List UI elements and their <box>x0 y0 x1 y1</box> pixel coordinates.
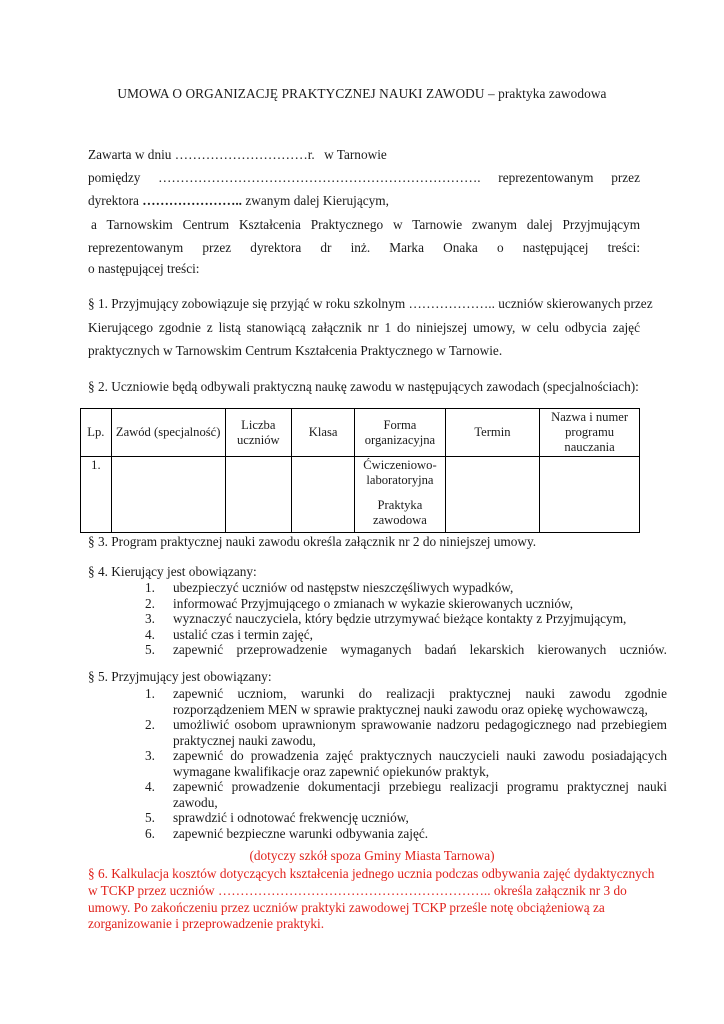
list-item-text: ubezpieczyć uczniów od następstw nieszczęśliwych wypadków, <box>173 580 514 595</box>
intro-l5-word: dr <box>320 240 332 255</box>
list-item-number: 2. <box>145 595 155 611</box>
intro-l4-word: Przyjmującym <box>562 217 641 232</box>
list-item <box>145 826 667 842</box>
intro-l5-word: inż. <box>350 240 371 255</box>
intro-l4-word: Kształcenia <box>238 217 301 232</box>
list-item-text: zapewnić uczniom, warunki do realizacji praktycznej nauki zawodu zgodnie rozporządzeniem MEN w sprawie praktycznej nauki zawodu oraz opiekę wychowawczą, <box>173 686 667 717</box>
intro-l4-word: a <box>91 217 97 232</box>
intro-represented: reprezentowanym <box>498 170 594 185</box>
intro-line-3 <box>88 191 389 210</box>
list-item-text: ustalić czas i termin zajęć, <box>173 626 313 642</box>
list-item-number: 3. <box>145 748 155 763</box>
cell-liczba <box>225 457 291 533</box>
header-program: Nazwa i numer programu nauczania <box>540 409 640 457</box>
list-item-number: 5. <box>145 642 155 657</box>
s1-line-1: § 1. Przyjmujący zobowiązuje się przyjąć w roku szkolnym ……………….. uczniów skierowanych przez <box>88 296 653 311</box>
intro-l4-word: Tarnowie <box>412 217 463 232</box>
intro-date-prefix: Zawarta w dniu …………………………r. <box>88 147 315 162</box>
list-item <box>145 686 667 717</box>
list-item-number: 1. <box>145 580 155 595</box>
cell-lp: 1. <box>81 457 112 533</box>
list-item-number: 3. <box>145 611 155 626</box>
list-item <box>145 748 667 779</box>
s6-line-4: zorganizowanie i przeprowadzenie praktyki. <box>88 916 325 931</box>
list-item <box>145 580 667 596</box>
professions-table <box>80 408 640 533</box>
list-item-number: 2. <box>145 717 155 732</box>
intro-l5-word: Marka <box>389 240 424 255</box>
list-item <box>145 642 667 658</box>
intro-l5-word: przez <box>202 240 232 255</box>
s1-line-3: praktycznych w Tarnowskim Centrum Kształcenia Praktycznego w Tarnowie. <box>88 343 503 358</box>
list-item <box>145 627 667 643</box>
intro-l4-word: w <box>392 217 403 232</box>
forma-option-practice: Praktyka zawodowa <box>373 498 427 527</box>
s3-text: § 3. Program praktycznej nauki zawodu określa załącznik nr 2 do niniejszej umowy. <box>88 534 537 549</box>
list-item-number: 5. <box>145 810 155 825</box>
s6-note: (dotyczy szkół spoza Gminy Miasta Tarnowa) <box>249 848 495 863</box>
cell-zawod <box>111 457 225 533</box>
list-item-number: 6. <box>145 825 155 841</box>
intro-l4-word: zwanym <box>471 217 518 232</box>
table-row <box>81 457 640 533</box>
list-item-number: 1. <box>145 686 155 701</box>
list-item-text: wyznaczyć nauczyciela, który będzie utrzymywać bieżące kontakty z Przyjmującym, <box>173 611 627 626</box>
header-zawod: Zawód (specjalność) <box>111 409 225 457</box>
list-item <box>145 779 667 810</box>
document-title: UMOWA O ORGANIZACJĘ PRAKTYCZNEJ NAUKI ZAWODU – praktyka zawodowa <box>117 86 607 101</box>
list-item-text: zapewnić przeprowadzenie wymaganych badań lekarskich kierowanych uczniów. <box>173 642 667 657</box>
header-liczba: Liczba uczniów <box>225 409 291 457</box>
s6-line-2: w TCKP przez uczniów …………………………………………………….. określa załącznik nr 3 do <box>88 883 627 898</box>
intro-l5-word: reprezentowanym <box>88 240 184 255</box>
intro-line-6: o następującej treści: <box>88 261 200 276</box>
list-item-text: sprawdzić i odnotować frekwencję uczniów, <box>173 810 409 825</box>
table-header-row <box>81 409 640 457</box>
intro-l5-word: Onaka <box>443 240 478 255</box>
intro-between: pomiędzy <box>88 170 141 185</box>
intro-line-2 <box>88 168 640 187</box>
list-item <box>145 596 667 612</box>
list-item <box>145 717 667 748</box>
intro-called-directing: zwanym dalej Kierującym, <box>245 193 389 208</box>
list-item-text: zapewnić bezpieczne warunki odbywania zajęć. <box>173 825 429 841</box>
intro-line-5 <box>88 238 640 257</box>
s5-heading: § 5. Przyjmujący jest obowiązany: <box>88 669 272 684</box>
intro-l4-word: Centrum <box>182 217 230 232</box>
cell-termin <box>445 457 540 533</box>
list-item <box>145 611 667 627</box>
intro-by: przez <box>611 170 640 185</box>
s4-heading: § 4. Kierujący jest obowiązany: <box>88 564 257 579</box>
list-item-number: 4. <box>145 779 155 794</box>
list-item-text: informować Przyjmującego o zmianach w wykazie skierowanych uczniów, <box>173 595 574 611</box>
s6-line-1: § 6. Kalkulacja kosztów dotyczących kształcenia jednego ucznia podczas odbywania zajęć dydaktycznych <box>88 866 655 881</box>
header-lp: Lp. <box>81 409 112 457</box>
s4-list <box>145 580 667 658</box>
intro-l5-word: treści: <box>607 240 641 255</box>
list-item-text: zapewnić prowadzenie dokumentacji przebiegu realizacji programu praktycznej nauki zawodu, <box>173 779 667 810</box>
s6-line-3: umowy. Po zakończeniu przez uczniów praktyki zawodowej TCKP prześle notę obciążeniową za <box>88 900 605 915</box>
intro-place: w Tarnowie <box>324 147 387 162</box>
s2-heading: § 2. Uczniowie będą odbywali praktyczną naukę zawodu w następujących zawodach (specjalnościach): <box>88 379 639 394</box>
list-item-text: zapewnić do prowadzenia zajęć praktycznych nauczycieli nauki zawodu posiadających wymagane kwalifikacje oraz zapewnić opiekunów praktyk, <box>173 748 667 779</box>
list-item-number: 4. <box>145 626 155 642</box>
intro-l5-word: dyrektora <box>250 240 302 255</box>
s5-list <box>145 686 667 841</box>
header-klasa: Klasa <box>292 409 355 457</box>
intro-party-blank: ………………………………………………………………. <box>158 170 481 185</box>
forma-option-lab: Ćwiczeniowo-laboratoryjna <box>363 458 437 487</box>
intro-director: dyrektora <box>88 193 139 208</box>
s1-line-2: Kierującego zgodnie z listą stanowiącą załącznik nr 1 do niniejszej umowy, w celu odbycia zajęć <box>88 320 640 335</box>
cell-program <box>540 457 640 533</box>
cell-klasa <box>292 457 355 533</box>
cell-forma <box>355 457 445 533</box>
list-item <box>145 810 667 826</box>
intro-l4-word: dalej <box>526 217 553 232</box>
intro-l4-word: Praktycznego <box>310 217 384 232</box>
header-forma: Forma organizacyjna <box>355 409 445 457</box>
list-item-text: umożliwić osobom uprawnionym sprawowanie nadzoru pedagogicznego nad przebiegiem praktycznej nauki zawodu, <box>173 717 667 748</box>
intro-l5-word: następującej <box>522 240 589 255</box>
intro-line-1 <box>88 145 387 164</box>
intro-director-blank: ………………….. <box>142 193 243 208</box>
header-termin: Termin <box>445 409 540 457</box>
intro-l4-word: Tarnowskim <box>106 217 173 232</box>
intro-l5-word: o <box>496 240 504 255</box>
intro-line-4 <box>91 215 640 234</box>
